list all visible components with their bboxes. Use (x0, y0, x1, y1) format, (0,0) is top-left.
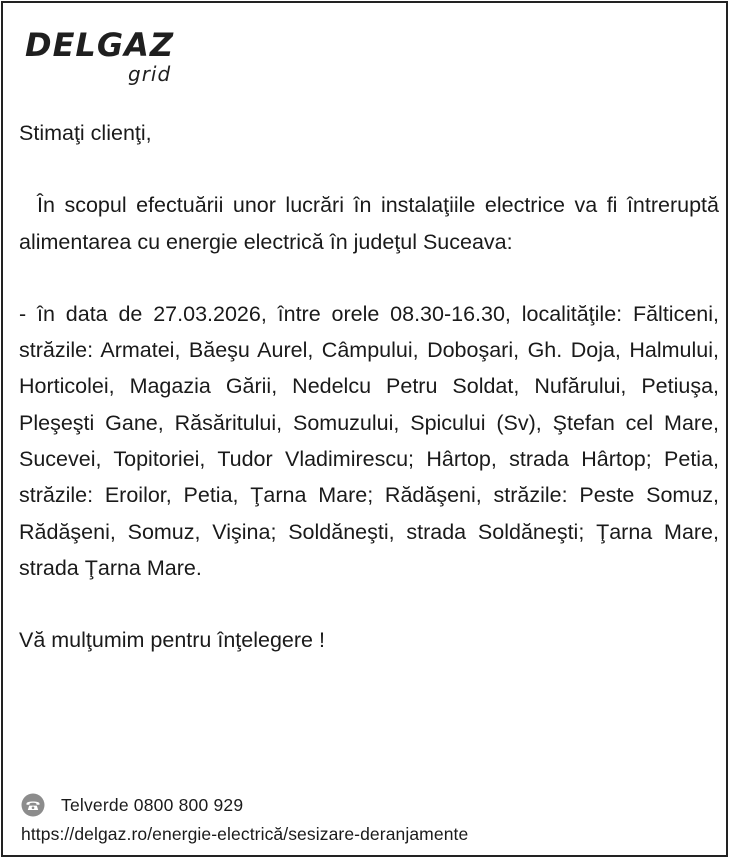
contact-block (21, 791, 721, 845)
phone-icon (21, 793, 45, 817)
delgaz-logo (25, 27, 195, 91)
report-url[interactable]: https://delgaz.ro/energie-electrică/sesizare-deranjamente (21, 824, 469, 844)
phone-number: Telverde 0800 800 929 (61, 794, 244, 815)
greeting: Stimaţi clienţi, (19, 121, 152, 145)
intro-paragraph: În scopul efectuării unor lucrări în instalaţiile electrice va fi întreruptă alimentarea cu energie electrică în judeţul Suceava: (19, 193, 719, 254)
closing-line: Vă mulţumim pentru înţelegere ! (19, 628, 325, 653)
logo-brand-name: DELGAZ (25, 26, 175, 64)
notice-frame (1, 1, 728, 857)
outage-details: - în data de 27.03.2026, între orele 08.30-16.30, localităţile: Fălticeni, străzile: Armatei, Băeşu Aurel, Câmpului, Doboşari, Gh. Doja, Halmului, Horticolei, Magazia Gării, Nedelcu Petru Soldat, Nufărului, Petiuşa, Pleşeşti Gane, Răsăritului, Somuzului, Spicului (Sv), Ştefan cel Mare, Sucevei, Topitoriei, Tudor Vladimirescu; Hârtop, strada Hârtop; Petia, străzile: Eroilor, Petia, Ţarna Mare; Rădăşeni, străzile: Peste Somuz, Rădăşeni, Somuz, Vişina; Soldăneşti, strada Soldăneşti; Ţarna Mare, strada Ţarna Mare. (19, 301, 719, 580)
notice-body (19, 115, 719, 659)
logo-sub-label: grid (128, 62, 172, 86)
phone-row (21, 791, 721, 819)
